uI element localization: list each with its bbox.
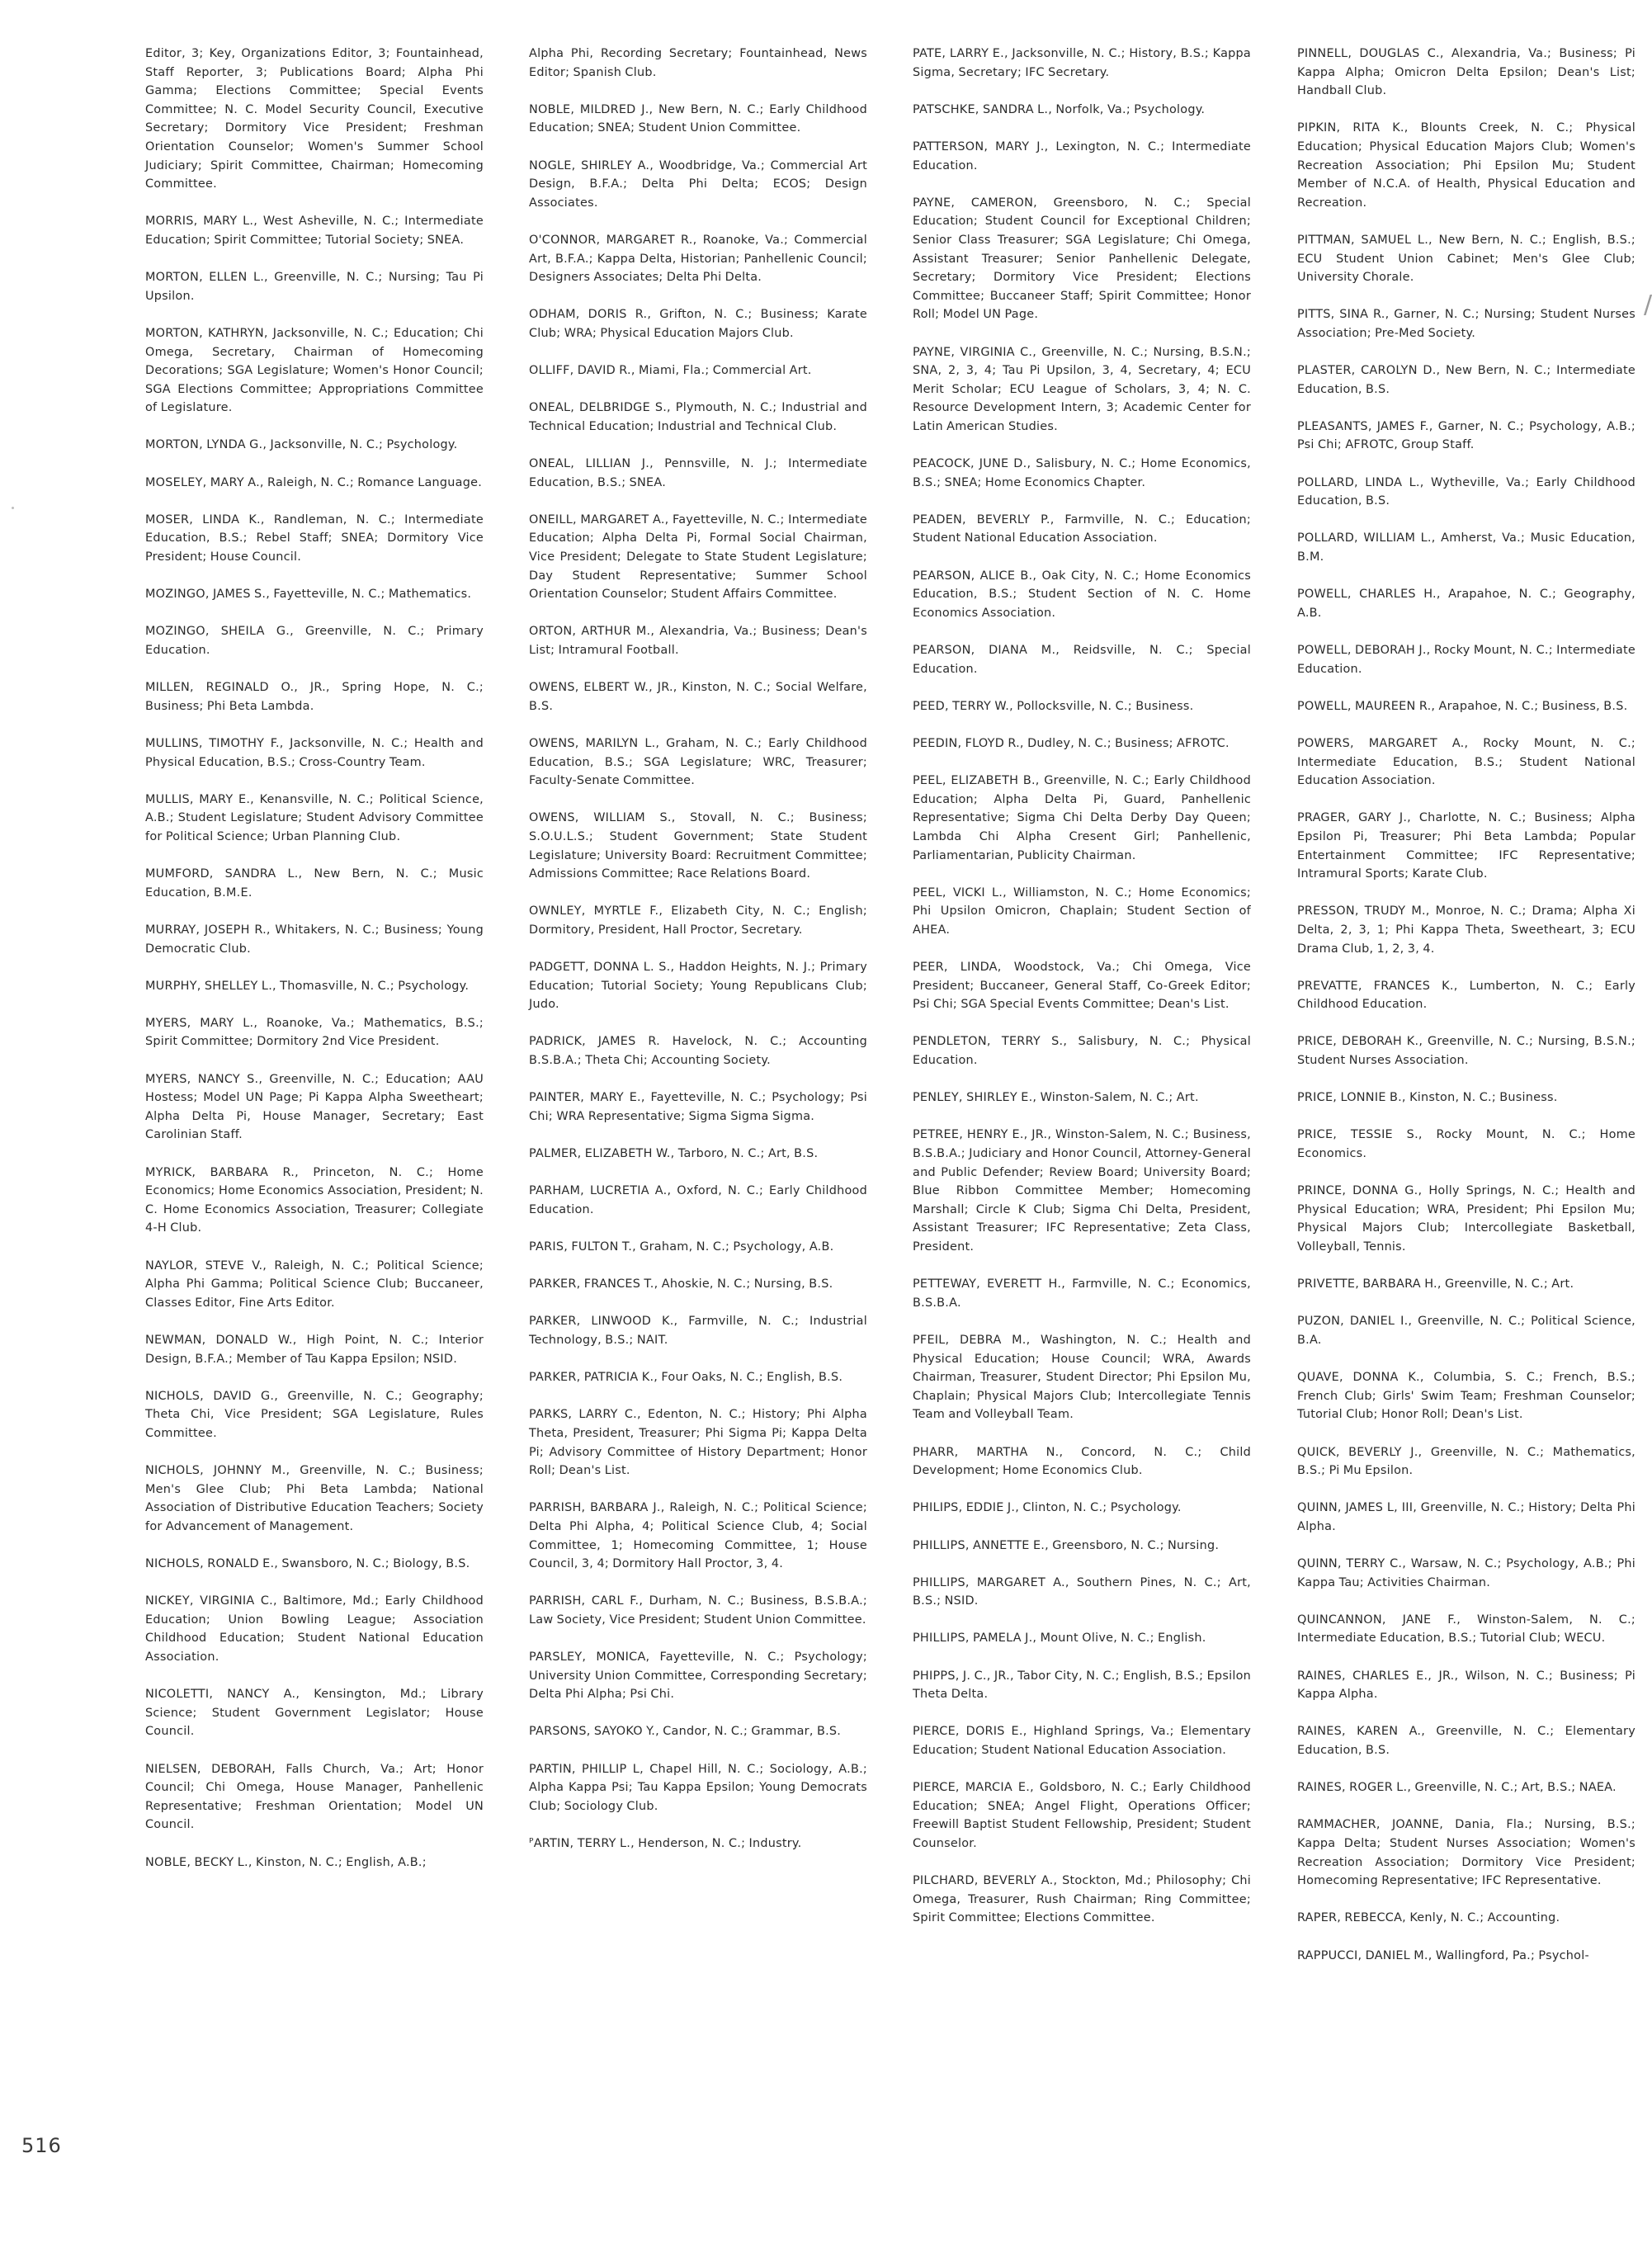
directory-entry: PATE, LARRY E., Jacksonville, N. C.; History, B.S.; Kappa Sigma, Secretary; IFC Secretary.: [913, 47, 1251, 79]
directory-entry: RAINES, KAREN A., Greenville, N. C.; Elementary Education, B.S.: [1297, 1725, 1635, 1758]
directory-entry: RAINES, ROGER L., Greenville, N. C.; Art, B.S.; NAEA.: [1297, 1781, 1617, 1795]
directory-entry: POWELL, MAUREEN R., Arapahoe, N. C.; Business, B.S.: [1297, 699, 1628, 713]
directory-entry: MYERS, MARY L., Roanoke, Va.; Mathematics, B.S.; Spirit Committee; Dormitory 2nd Vice President.: [145, 1016, 484, 1049]
directory-entry: PENLEY, SHIRLEY E., Winston-Salem, N. C.; Art.: [913, 1091, 1199, 1105]
directory-entry: PEADEN, BEVERLY P., Farmville, N. C.; Education; Student National Education Association.: [913, 512, 1251, 545]
directory-entry: POWERS, MARGARET A., Rocky Mount, N. C.; Intermediate Education, B.S.; Student National Education Association.: [1297, 736, 1635, 788]
directory-entry: POWELL, CHARLES H., Arapahoe, N. C.; Geography, A.B.: [1297, 588, 1635, 620]
directory-entry: ONEAL, DELBRIDGE S., Plymouth, N. C.; Industrial and Technical Education; Industrial and Technical Club.: [529, 401, 867, 433]
directory-entry: PHILLIPS, PAMELA J., Mount Olive, N. C.; English.: [913, 1631, 1206, 1646]
directory-entry: POLLARD, LINDA L., Wytheville, Va.; Early Childhood Education, B.S.: [1297, 475, 1635, 508]
directory-entry: PUZON, DANIEL I., Greenville, N. C.; Political Science, B.A.: [1297, 1315, 1635, 1347]
directory-entry: PARSLEY, MONICA, Fayetteville, N. C.; Psychology; University Union Committee, Corresponding Secretary; Delta Phi Alpha; Psi Chi.: [529, 1650, 867, 1702]
directory-entry: PEACOCK, JUNE D., Salisbury, N. C.; Home Economics, B.S.; SNEA; Home Economics Chapter.: [913, 457, 1251, 489]
directory-entry: OWENS, MARILYN L., Graham, N. C.; Early Childhood Education, B.S.; SGA Legislature; WRC, Treasurer; Faculty-Senate Committee.: [529, 736, 867, 788]
directory-entry: PRINCE, DONNA G., Holly Springs, N. C.; Health and Physical Education; WRA, President; Phi Epsilon Mu; Physical Majors Club; Intercollegiate Basketball, Volleyball, Tennis.: [1297, 1184, 1635, 1254]
directory-entry: RAPER, REBECCA, Kenly, N. C.; Accounting.: [1297, 1911, 1560, 1925]
directory-entry: MUMFORD, SANDRA L., New Bern, N. C.; Music Education, B.M.E.: [145, 867, 484, 900]
directory-entry: Editor, 3; Key, Organizations Editor, 3; Fountainhead, Staff Reporter, 3; Publications Board; Alpha Phi Gamma; Elections Committee; Special Events Committee; N. C. Model Security Council, Executive Secretary; Dormitory Vice President; Freshman Orientation Counselor; Women's Summer School Judiciary; Spirit Committee, Chairman; Homecoming Committee.: [145, 47, 484, 191]
directory-entry: PEARSON, DIANA M., Reidsville, N. C.; Special Education.: [913, 644, 1251, 676]
directory-entry: PARKER, PATRICIA K., Four Oaks, N. C.; English, B.S.: [529, 1371, 843, 1385]
directory-entry: PENDLETON, TERRY S., Salisbury, N. C.; Physical Education.: [913, 1035, 1251, 1068]
directory-entry: NOGLE, SHIRLEY A., Woodbridge, Va.; Commercial Art Design, B.F.A.; Delta Phi Delta; ECOS; Design Associates.: [529, 158, 867, 210]
directory-entry: PEED, TERRY W., Pollocksville, N. C.; Business.: [913, 699, 1194, 713]
directory-entry: PFEIL, DEBRA M., Washington, N. C.; Health and Physical Education; House Council; WRA, Awards Chairman, Treasurer, Student Director; Phi Epsilon Mu, Chaplain; Physical Majors Club; Intercollegiate Tennis Team and Volleyball Team.: [913, 1333, 1251, 1422]
directory-entry: PLEASANTS, JAMES F., Garner, N. C.; Psychology, A.B.; Psi Chi; AFROTC, Group Staff.: [1297, 419, 1635, 452]
directory-entry: QUINCANNON, JANE F., Winston-Salem, N. C.; Intermediate Education, B.S.; Tutorial Club; WECU.: [1297, 1613, 1635, 1646]
directory-entry: NIELSEN, DEBORAH, Falls Church, Va.; Art; Honor Council; Chi Omega, House Manager, Panhellenic Representative; Freshman Orientation; Model UN Council.: [145, 1762, 484, 1832]
directory-entry: PITTMAN, SAMUEL L., New Bern, N. C.; English, B.S.; ECU Student Union Cabinet; Men's Glee Club; University Chorale.: [1297, 233, 1635, 285]
directory-entry: PINNELL, DOUGLAS C., Alexandria, Va.; Business; Pi Kappa Alpha; Omicron Delta Epsilon; Dean's List; Handball Club.: [1297, 47, 1635, 98]
directory-entry: PEEDIN, FLOYD R., Dudley, N. C.; Business; AFROTC.: [913, 736, 1230, 750]
directory-entry: RAINES, CHARLES E., JR., Wilson, N. C.; Business; Pi Kappa Alpha.: [1297, 1669, 1635, 1702]
directory-entry: ᴾARTIN, TERRY L., Henderson, N. C.; Industry.: [529, 1837, 802, 1850]
directory-entry: PRICE, LONNIE B., Kinston, N. C.; Business.: [1297, 1091, 1558, 1105]
directory-entry: PEEL, ELIZABETH B., Greenville, N. C.; Early Childhood Education; Alpha Delta Pi, Guard, Panhellenic Representative; Sigma Chi Delta Derby Day Queen; Lambda Chi Alpha Cresent Girl; Panhellenic, Parliamentarian, Publicity Chairman.: [913, 774, 1251, 862]
directory-entry: PIPKIN, RITA K., Blounts Creek, N. C.; Physical Education; Physical Education Majors Club; Women's Recreation Association; Phi Epsilon Mu; Student Member of N.C.A. of Health, Physical Education and Recreation.: [1297, 121, 1635, 210]
directory-entry: PETREE, HENRY E., JR., Winston-Salem, N. C.; Business, B.S.B.A.; Judiciary and Honor Council, Attorney-General and Public Defender; Review Board; University Board; Blue Ribbon Committee Member; Homecoming Marshall; Circle K Club; Sigma Chi Delta, President, Assistant Treasurer; IFC Representative; Zeta Class, President.: [913, 1128, 1251, 1254]
directory-entry: MYERS, NANCY S., Greenville, N. C.; Education; AAU Hostess; Model UN Page; Pi Kappa Alpha Sweetheart; Alpha Delta Pi, House Manager, Secretary; East Carolinian Staff.: [145, 1072, 484, 1142]
directory-entry: PEARSON, ALICE B., Oak City, N. C.; Home Economics Education, B.S.; Student Section of N. C. Home Economics Association.: [913, 569, 1251, 620]
directory-entry: MULLINS, TIMOTHY F., Jacksonville, N. C.; Health and Physical Education, B.S.; Cross-Country Team.: [145, 736, 484, 769]
directory-entry: MULLIS, MARY E., Kenansville, N. C.; Political Science, A.B.; Student Legislature; Student Advisory Committee for Political Science; Urban Planning Club.: [145, 792, 484, 843]
column-4: [1297, 45, 1635, 1984]
page-number: 516: [21, 2134, 62, 2157]
directory-entry: O'CONNOR, MARGARET R., Roanoke, Va.; Commercial Art, B.F.A.; Kappa Delta, Historian; Panhellenic Council; Designers Associates; Delta Phi Delta.: [529, 233, 867, 285]
directory-entry: ODHAM, DORIS R., Grifton, N. C.; Business; Karate Club; WRA; Physical Education Majors Club.: [529, 308, 867, 340]
directory-entry: PAYNE, CAMERON, Greensboro, N. C.; Special Education; Student Council for Exceptional Children; Senior Class Treasurer; SGA Legislature; Chi Omega, Assistant Treasurer; Senior Panhellenic Delegate, Secretary; Dormitory Vice President; Elections Committee; Buccaneer Staff; Spirit Committee; Honor Roll; Model UN Page.: [913, 196, 1251, 322]
directory-entry: OWENS, WILLIAM S., Stovall, N. C.; Business; S.O.U.L.S.; Student Government; State Student Legislature; University Board: Recruitment Committee; Admissions Committee; Race Relations Board.: [529, 811, 867, 881]
directory-entry: OWENS, ELBERT W., JR., Kinston, N. C.; Social Welfare, B.S.: [529, 681, 867, 713]
directory-entry: PETTEWAY, EVERETT H., Farmville, N. C.; Economics, B.S.B.A.: [913, 1277, 1251, 1310]
directory-entry: PHILIPS, EDDIE J., Clinton, N. C.; Psychology.: [913, 1501, 1182, 1515]
directory-entry: NICKEY, VIRGINIA C., Baltimore, Md.; Early Childhood Education; Union Bowling League; Association Childhood Education; Student National Education Association.: [145, 1594, 484, 1665]
directory-entry: PIERCE, DORIS E., Highland Springs, Va.; Elementary Education; Student National Education Association.: [913, 1725, 1251, 1758]
directory-entry: POLLARD, WILLIAM L., Amherst, Va.; Music Education, B.M.: [1297, 531, 1635, 564]
directory-entry: ONEAL, LILLIAN J., Pennsville, N. J.; Intermediate Education, B.S.; SNEA.: [529, 457, 867, 489]
directory-entry: PARKS, LARRY C., Edenton, N. C.; History; Phi Alpha Theta, President, Treasurer; Phi Sigma Pi; Kappa Delta Pi; Advisory Committee of History Department; Honor Roll; Dean's List.: [529, 1408, 867, 1478]
directory-entry: NOBLE, BECKY L., Kinston, N. C.; English, A.B.;: [145, 1855, 427, 1869]
directory-entry: MURRAY, JOSEPH R., Whitakers, N. C.; Business; Young Democratic Club.: [145, 923, 484, 956]
directory-entry: PAYNE, VIRGINIA C., Greenville, N. C.; Nursing, B.S.N.; SNA, 2, 3, 4; Tau Pi Upsilon, 3, 4, Secretary, 4; ECU Merit Scholar; ECU League of Scholars, 3, 4; N. C. Resource Development Intern, 3; Academic Center for Latin American Studies.: [913, 345, 1251, 433]
directory-entry: RAMMACHER, JOANNE, Dania, Fla.; Nursing, B.S.; Kappa Delta; Student Nurses Association; Women's Recreation Association; Dormitory Vice President; Homecoming Representative; IFC Representative.: [1297, 1818, 1635, 1888]
column-1: [145, 45, 484, 1891]
directory-entry: NICOLETTI, NANCY A., Kensington, Md.; Library Science; Student Government Legislator; House Council.: [145, 1688, 484, 1739]
directory-entry: ONEILL, MARGARET A., Fayetteville, N. C.; Intermediate Education; Alpha Delta Pi, Formal Social Chairman, Vice President; Delegate to State Student Legislature; Day Student Representative; Summer School Orientation Counselor; Student Affairs Committee.: [529, 512, 867, 602]
directory-entry: MOSELEY, MARY A., Raleigh, N. C.; Romance Language.: [145, 475, 483, 489]
directory-entry: PADGETT, DONNA L. S., Haddon Heights, N. J.; Primary Education; Tutorial Society; Young Republicans Club; Judo.: [529, 961, 867, 1012]
directory-entry: PARKER, LINWOOD K., Farmville, N. C.; Industrial Technology, B.S.; NAIT.: [529, 1315, 867, 1347]
directory-entry: MORTON, LYNDA G., Jacksonville, N. C.; Psychology.: [145, 438, 458, 452]
directory-entry: PARIS, FULTON T., Graham, N. C.; Psychology, A.B.: [529, 1240, 834, 1254]
directory-entry: MORTON, ELLEN L., Greenville, N. C.; Nursing; Tau Pi Upsilon.: [145, 271, 484, 303]
directory-entry: OWNLEY, MYRTLE F., Elizabeth City, N. C.; English; Dormitory, President, Hall Proctor, Secretary.: [529, 904, 867, 937]
directory-entry: PARKER, FRANCES T., Ahoskie, N. C.; Nursing, B.S.: [529, 1277, 833, 1291]
directory-entry: PRICE, TESSIE S., Rocky Mount, N. C.; Home Economics.: [1297, 1128, 1635, 1161]
directory-entry: PADRICK, JAMES R. Havelock, N. C.; Accounting B.S.B.A.; Theta Chi; Accounting Society.: [529, 1035, 867, 1068]
directory-entry: PRAGER, GARY J., Charlotte, N. C.; Business; Alpha Epsilon Pi, Treasurer; Phi Beta Lambda; Popular Entertainment Committee; IFC Representative; Intramural Sports; Karate Club.: [1297, 811, 1635, 881]
directory-entry: MOSER, LINDA K., Randleman, N. C.; Intermediate Education, B.S.; Rebel Staff; SNEA; Dormitory Vice President; House Council.: [145, 512, 484, 564]
directory-entry: PAINTER, MARY E., Fayetteville, N. C.; Psychology; Psi Chi; WRA Representative; Sigma Sigma Sigma.: [529, 1091, 867, 1123]
directory-entry: PRICE, DEBORAH K., Greenville, N. C.; Nursing, B.S.N.; Student Nurses Association.: [1297, 1035, 1635, 1068]
directory-entry: PATTERSON, MARY J., Lexington, N. C.; Intermediate Education.: [913, 139, 1251, 172]
directory-entry: QUICK, BEVERLY J., Greenville, N. C.; Mathematics, B.S.; Pi Mu Epsilon.: [1297, 1445, 1635, 1478]
directory-entry: ORTON, ARTHUR M., Alexandria, Va.; Business; Dean's List; Intramural Football.: [529, 625, 867, 657]
directory-entry: QUAVE, DONNA K., Columbia, S. C.; French, B.S.; French Club; Girls' Swim Team; Freshman Counselor; Tutorial Club; Honor Roll; Dean's List.: [1297, 1371, 1635, 1422]
directory-entry: PATSCHKE, SANDRA L., Norfolk, Va.; Psychology.: [913, 102, 1206, 116]
directory-entry: NICHOLS, DAVID G., Greenville, N. C.; Geography; Theta Chi, Vice President; SGA Legislature, Rules Committee.: [145, 1389, 484, 1440]
directory-entry: PALMER, ELIZABETH W., Tarboro, N. C.; Art, B.S.: [529, 1147, 819, 1161]
directory-entry: PARHAM, LUCRETIA A., Oxford, N. C.; Early Childhood Education.: [529, 1184, 867, 1216]
column-2: [529, 45, 867, 1872]
directory-entry: MOZINGO, SHEILA G., Greenville, N. C.; Primary Education.: [145, 625, 484, 657]
directory-entry: PHIPPS, J. C., JR., Tabor City, N. C.; English, B.S.; Epsilon Theta Delta.: [913, 1669, 1251, 1702]
directory-entry: MURPHY, SHELLEY L., Thomasville, N. C.; Psychology.: [145, 979, 470, 993]
directory-entry: PEER, LINDA, Woodstock, Va.; Chi Omega, Vice President; Buccaneer, General Staff, Co-Greek Editor; Psi Chi; SGA Special Events Committee; Dean's List.: [913, 961, 1251, 1012]
scan-dot-mark: [12, 507, 14, 509]
directory-entry: NAYLOR, STEVE V., Raleigh, N. C.; Political Science; Alpha Phi Gamma; Political Science Club; Buccaneer, Classes Editor, Fine Arts Editor.: [145, 1258, 484, 1310]
directory-entry: MORTON, KATHRYN, Jacksonville, N. C.; Education; Chi Omega, Secretary, Chairman of Homecoming Decorations; SGA Legislature; Women's Honor Council; SGA Elections Committee; Appropriations Committee of Legislature.: [145, 326, 484, 415]
directory-entry: QUINN, TERRY C., Warsaw, N. C.; Psychology, A.B.; Phi Kappa Tau; Activities Chairman.: [1297, 1557, 1635, 1589]
directory-entry: PHILLIPS, MARGARET A., Southern Pines, N. C.; Art, B.S.; NSID.: [913, 1575, 1251, 1608]
directory-entry: NICHOLS, RONALD E., Swansboro, N. C.; Biology, B.S.: [145, 1557, 470, 1571]
column-3: [913, 45, 1251, 1947]
directory-entry: PARRISH, CARL F., Durham, N. C.; Business, B.S.B.A.; Law Society, Vice President; Student Union Committee.: [529, 1594, 867, 1627]
directory-entry: PITTS, SINA R., Garner, N. C.; Nursing; Student Nurses Association; Pre-Med Society.: [1297, 308, 1635, 340]
directory-entry: MORRIS, MARY L., West Asheville, N. C.; Intermediate Education; Spirit Committee; Tutorial Society; SNEA.: [145, 215, 484, 247]
directory-entry: MOZINGO, JAMES S., Fayetteville, N. C.; Mathematics.: [145, 588, 472, 602]
directory-entry: PEEL, VICKI L., Williamston, N. C.; Home Economics; Phi Upsilon Omicron, Chaplain; Student Section of AHEA.: [913, 885, 1251, 937]
directory-entry: RAPPUCCI, DANIEL M., Wallingford, Pa.; Psychol-: [1297, 1948, 1589, 1962]
directory-entry: PARTIN, PHILLIP L, Chapel Hill, N. C.; Sociology, A.B.; Alpha Kappa Psi; Tau Kappa Epsilon; Young Democrats Club; Sociology Club.: [529, 1762, 867, 1813]
page-edge-mark: /: [1644, 290, 1652, 319]
directory-entry: QUINN, JAMES L, III, Greenville, N. C.; History; Delta Phi Alpha.: [1297, 1501, 1635, 1533]
directory-entry: NEWMAN, DONALD W., High Point, N. C.; Interior Design, B.F.A.; Member of Tau Kappa Epsilon; NSID.: [145, 1333, 484, 1366]
directory-entry: MYRICK, BARBARA R., Princeton, N. C.; Home Economics; Home Economics Association, President; N. C. Home Economics Association, Treasurer; Collegiate 4-H Club.: [145, 1165, 484, 1235]
directory-entry: PREVATTE, FRANCES K., Lumberton, N. C.; Early Childhood Education.: [1297, 979, 1635, 1012]
directory-entry: PHARR, MARTHA N., Concord, N. C.; Child Development; Home Economics Club.: [913, 1445, 1251, 1478]
directory-entry: MILLEN, REGINALD O., JR., Spring Hope, N. C.; Business; Phi Beta Lambda.: [145, 681, 484, 713]
directory-entry: PARRISH, BARBARA J., Raleigh, N. C.; Political Science; Delta Phi Alpha, 4; Political Science Club, 4; Social Committee, 1; Homecoming Committee, 1; House Council, 3, 4; Dormitory Hall Proctor, 3, 4.: [529, 1501, 867, 1571]
directory-entry: POWELL, DEBORAH J., Rocky Mount, N. C.; Intermediate Education.: [1297, 644, 1635, 676]
directory-entry: Alpha Phi, Recording Secretary; Fountainhead, News Editor; Spanish Club.: [529, 47, 867, 79]
directory-entry: NICHOLS, JOHNNY M., Greenville, N. C.; Business; Men's Glee Club; Phi Beta Lambda; National Association of Distributive Education Teachers; Society for Advancement of Management.: [145, 1464, 484, 1533]
directory-entry: PHILLIPS, ANNETTE E., Greensboro, N. C.; Nursing.: [913, 1538, 1220, 1552]
directory-entry: PILCHARD, BEVERLY A., Stockton, Md.; Philosophy; Chi Omega, Treasurer, Rush Chairman; Ring Committee; Spirit Committee; Elections Committee.: [913, 1874, 1251, 1925]
directory-entry: PLASTER, CAROLYN D., New Bern, N. C.; Intermediate Education, B.S.: [1297, 364, 1635, 396]
directory-entry: OLLIFF, DAVID R., Miami, Fla.; Commercial Art.: [529, 364, 812, 378]
directory-entry: PRIVETTE, BARBARA H., Greenville, N. C.; Art.: [1297, 1277, 1574, 1291]
directory-entry: PRESSON, TRUDY M., Monroe, N. C.; Drama; Alpha Xi Delta, 2, 3, 1; Phi Kappa Theta, Sweetheart, 3; ECU Drama Club, 1, 2, 3, 4.: [1297, 904, 1635, 956]
directory-entry: NOBLE, MILDRED J., New Bern, N. C.; Early Childhood Education; SNEA; Student Union Committee.: [529, 102, 867, 135]
directory-entry: PIERCE, MARCIA E., Goldsboro, N. C.; Early Childhood Education; SNEA; Angel Flight, Operations Officer; Freewill Baptist Student Fellowship, President; Student Counselor.: [913, 1781, 1251, 1850]
directory-entry: PARSONS, SAYOKO Y., Candor, N. C.; Grammar, B.S.: [529, 1725, 842, 1739]
